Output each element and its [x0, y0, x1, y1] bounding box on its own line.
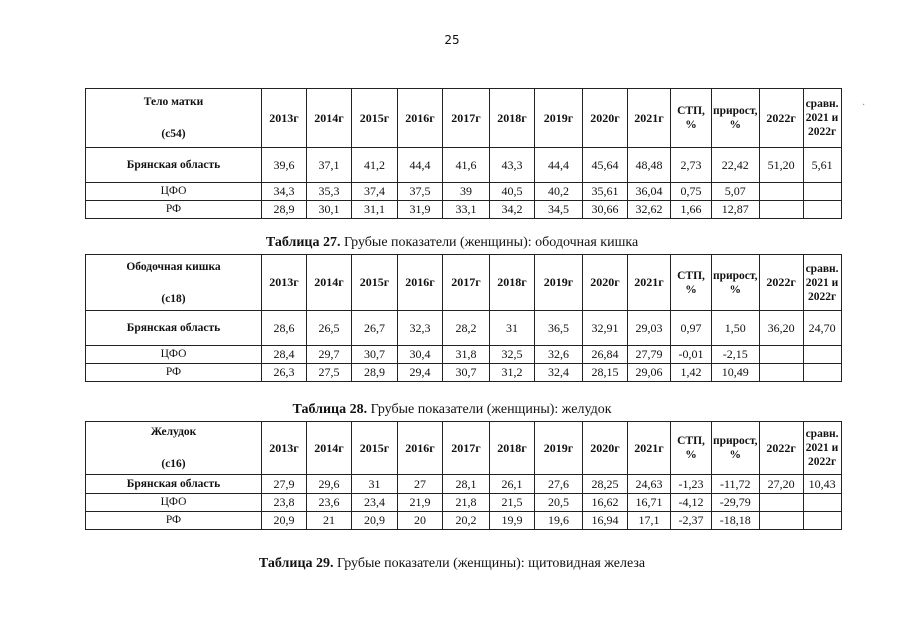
value-cell: 40,5 [490, 183, 535, 201]
value-cell: 1,50 [712, 311, 760, 346]
value-cell: 28,9 [262, 201, 307, 219]
row-label: Брянская область [86, 148, 262, 183]
value-cell: 32,3 [398, 311, 443, 346]
value-cell: 29,6 [307, 475, 352, 494]
year-header: 2015г [352, 422, 398, 475]
year-header: 2015г [352, 89, 398, 148]
prirost-header [712, 255, 760, 311]
value-cell: 29,4 [398, 364, 443, 382]
value-cell: 0,75 [671, 183, 712, 201]
value-cell: 28,25 [583, 475, 628, 494]
year-header: 2013г [262, 89, 307, 148]
comparison-header-line: 2021 и [805, 276, 839, 289]
value-cell: 30,4 [398, 346, 443, 364]
stp-header-line: СТП, [677, 435, 705, 447]
prirost-header [712, 422, 760, 475]
year-header: 2014г [307, 422, 352, 475]
table-caption-number: Таблица 27. [265, 235, 341, 250]
comparison-header-line: сравн. [805, 262, 839, 275]
row-label: ЦФО [86, 494, 262, 512]
value-cell: 28,9 [352, 364, 398, 382]
comparison-header [803, 255, 841, 311]
value-cell: 17,1 [628, 512, 671, 530]
comparison-header-line: 2022г [807, 126, 837, 138]
value-cell: -29,79 [712, 494, 760, 512]
value-cell: 20,9 [352, 512, 398, 530]
value-cell: 31 [490, 311, 535, 346]
value-cell: 31,2 [490, 364, 535, 382]
site-spacer [87, 110, 260, 126]
stp-header [671, 89, 712, 148]
table-row [86, 364, 842, 382]
value-cell: 28,1 [443, 475, 490, 494]
prirost-header-line: прирост, [713, 269, 758, 282]
table-site-header [86, 422, 262, 475]
value-cell [759, 364, 803, 382]
prirost-header [712, 89, 760, 148]
value-cell: 36,04 [628, 183, 671, 201]
value-cell: 24,63 [628, 475, 671, 494]
value-cell: 51,20 [759, 148, 803, 183]
value-cell [803, 201, 841, 219]
value-cell [803, 346, 841, 364]
year-header: 2018г [490, 89, 535, 148]
value-cell: 5,61 [803, 148, 841, 183]
table-row [86, 201, 842, 219]
value-cell: 10,49 [712, 364, 760, 382]
year-header: 2016г [398, 422, 443, 475]
value-cell: 40,2 [535, 183, 583, 201]
value-cell [803, 364, 841, 382]
year-header: 2019г [535, 255, 583, 311]
year-header: 2020г [583, 422, 628, 475]
value-cell: 32,62 [628, 201, 671, 219]
table-row [86, 475, 842, 494]
value-cell: 32,4 [535, 364, 583, 382]
value-cell: 30,7 [352, 346, 398, 364]
value-cell: 28,4 [262, 346, 307, 364]
comparison-header-line: сравн. [805, 428, 839, 440]
comparison-header-line: 2022г [807, 456, 837, 468]
year-header: 2020г [583, 89, 628, 148]
value-cell [803, 494, 841, 512]
value-cell: 30,66 [583, 201, 628, 219]
value-cell: 23,8 [262, 494, 307, 512]
value-cell: 35,61 [583, 183, 628, 201]
row-label: РФ [86, 201, 262, 219]
value-cell: -1,23 [671, 475, 712, 494]
value-cell: 27,20 [759, 475, 803, 494]
value-cell: 26,84 [583, 346, 628, 364]
data-table [85, 88, 842, 219]
table-site-header [86, 255, 262, 311]
value-cell: 28,15 [583, 364, 628, 382]
table-row [86, 346, 842, 364]
value-cell: 32,6 [535, 346, 583, 364]
row-label: ЦФО [86, 183, 262, 201]
value-cell: -4,12 [671, 494, 712, 512]
value-cell: -2,37 [671, 512, 712, 530]
value-cell: 27,5 [307, 364, 352, 382]
value-cell: 20 [398, 512, 443, 530]
value-cell: 34,5 [535, 201, 583, 219]
value-cell: 31 [352, 475, 398, 494]
prirost-header-line: прирост, [713, 435, 758, 447]
value-cell: 27,9 [262, 475, 307, 494]
year-header: 2014г [307, 255, 352, 311]
value-cell: 20,9 [262, 512, 307, 530]
value-cell: 26,5 [307, 311, 352, 346]
year-header: 2021г [628, 422, 671, 475]
value-cell: 32,5 [490, 346, 535, 364]
stp-header-line: % [685, 283, 697, 296]
stp-header-line: % [685, 119, 697, 131]
table-row [86, 512, 842, 530]
stp-header [671, 255, 712, 311]
table-row [86, 494, 842, 512]
comparison-header-line: 2021 и [805, 112, 839, 124]
value-cell: 0,97 [671, 311, 712, 346]
value-cell: 12,87 [712, 201, 760, 219]
margin-mark: · [862, 100, 866, 111]
site-spacer [87, 275, 260, 291]
year-header: 2017г [443, 255, 490, 311]
table-site-header [86, 89, 262, 148]
table-caption [0, 402, 904, 418]
table-caption-number: Таблица 28. [292, 402, 368, 417]
value-cell: 20,2 [443, 512, 490, 530]
value-cell: 21,9 [398, 494, 443, 512]
data-table [85, 421, 842, 530]
value-cell: 41,2 [352, 148, 398, 183]
value-cell: 39,6 [262, 148, 307, 183]
year-header: 2014г [307, 89, 352, 148]
comparison-header-line: 2022г [807, 290, 837, 303]
value-cell: 28,2 [443, 311, 490, 346]
value-cell: 26,3 [262, 364, 307, 382]
table-caption-text: Грубые показатели (женщины): желудок [367, 402, 612, 417]
table-row [86, 183, 842, 201]
value-cell: 41,6 [443, 148, 490, 183]
site-spacer [87, 440, 260, 456]
value-cell: 27,79 [628, 346, 671, 364]
year-header: 2016г [398, 255, 443, 311]
value-cell: -0,01 [671, 346, 712, 364]
value-cell: 44,4 [398, 148, 443, 183]
value-cell: 29,06 [628, 364, 671, 382]
year-2022-header: 2022г [759, 422, 803, 475]
value-cell: 37,5 [398, 183, 443, 201]
value-cell: 16,71 [628, 494, 671, 512]
value-cell: 36,20 [759, 311, 803, 346]
year-header: 2018г [490, 422, 535, 475]
site-name: Тело матки [143, 96, 204, 108]
value-cell: 27,6 [535, 475, 583, 494]
value-cell [803, 512, 841, 530]
site-code: (с54) [161, 128, 186, 140]
value-cell: 30,1 [307, 201, 352, 219]
value-cell: 21 [307, 512, 352, 530]
value-cell: 24,70 [803, 311, 841, 346]
year-header: 2019г [535, 89, 583, 148]
value-cell: 34,2 [490, 201, 535, 219]
value-cell: 1,42 [671, 364, 712, 382]
value-cell: 10,43 [803, 475, 841, 494]
value-cell: 36,5 [535, 311, 583, 346]
site-name: Ободочная кишка [126, 260, 221, 273]
value-cell: 31,9 [398, 201, 443, 219]
year-header: 2021г [628, 255, 671, 311]
table-row [86, 311, 842, 346]
value-cell: 22,42 [712, 148, 760, 183]
prirost-header-line: % [729, 119, 742, 131]
table-caption-text: Грубые показатели (женщины): ободочная кишка [340, 235, 639, 250]
value-cell: 29,7 [307, 346, 352, 364]
value-cell: 2,73 [671, 148, 712, 183]
year-header: 2016г [398, 89, 443, 148]
value-cell: 33,1 [443, 201, 490, 219]
value-cell: 37,4 [352, 183, 398, 201]
value-cell: 32,91 [583, 311, 628, 346]
value-cell: 27 [398, 475, 443, 494]
value-cell: 43,3 [490, 148, 535, 183]
year-header: 2017г [443, 89, 490, 148]
prirost-header-line: % [729, 449, 742, 461]
value-cell: 44,4 [535, 148, 583, 183]
site-code: (с18) [161, 292, 186, 305]
prirost-header-line: % [729, 283, 742, 296]
comparison-header [803, 89, 841, 148]
year-header: 2019г [535, 422, 583, 475]
value-cell: -11,72 [712, 475, 760, 494]
value-cell: 1,66 [671, 201, 712, 219]
value-cell: 45,64 [583, 148, 628, 183]
year-header: 2015г [352, 255, 398, 311]
year-header: 2020г [583, 255, 628, 311]
header-row [86, 89, 842, 148]
year-header: 2013г [262, 255, 307, 311]
value-cell: 48,48 [628, 148, 671, 183]
page-number: 25 [444, 33, 460, 47]
year-header: 2021г [628, 89, 671, 148]
value-cell [803, 183, 841, 201]
table-29-caption: Таблица 29. Грубые показатели (женщины): щитовидная железа [258, 556, 646, 571]
table-row [86, 148, 842, 183]
comparison-header-line: сравн. [805, 98, 839, 110]
comparison-header [803, 422, 841, 475]
year-header: 2017г [443, 422, 490, 475]
value-cell: 29,03 [628, 311, 671, 346]
value-cell: 35,3 [307, 183, 352, 201]
stp-header [671, 422, 712, 475]
site-code: (с16) [161, 458, 186, 470]
value-cell [759, 494, 803, 512]
data-table [85, 254, 842, 382]
stp-header-line: % [685, 449, 697, 461]
value-cell: 34,3 [262, 183, 307, 201]
value-cell: 16,62 [583, 494, 628, 512]
value-cell: 5,07 [712, 183, 760, 201]
stp-header-line: СТП, [677, 269, 705, 282]
row-label: Брянская область [86, 311, 262, 346]
year-2022-header: 2022г [759, 89, 803, 148]
year-header: 2018г [490, 255, 535, 311]
value-cell: 28,6 [262, 311, 307, 346]
header-row [86, 255, 842, 311]
value-cell: 26,1 [490, 475, 535, 494]
row-label: Брянская область [86, 475, 262, 494]
value-cell: 21,5 [490, 494, 535, 512]
year-2022-header: 2022г [759, 255, 803, 311]
value-cell: -18,18 [712, 512, 760, 530]
value-cell: 39 [443, 183, 490, 201]
stp-header-line: СТП, [677, 105, 705, 117]
site-name: Желудок [150, 426, 197, 438]
prirost-header-line: прирост, [713, 105, 758, 117]
value-cell: -2,15 [712, 346, 760, 364]
value-cell [759, 201, 803, 219]
value-cell: 37,1 [307, 148, 352, 183]
value-cell: 31,1 [352, 201, 398, 219]
value-cell: 16,94 [583, 512, 628, 530]
value-cell: 21,8 [443, 494, 490, 512]
row-label: РФ [86, 364, 262, 382]
header-row [86, 422, 842, 475]
value-cell [759, 512, 803, 530]
row-label: РФ [86, 512, 262, 530]
value-cell: 31,8 [443, 346, 490, 364]
value-cell: 23,4 [352, 494, 398, 512]
row-label: ЦФО [86, 346, 262, 364]
value-cell: 20,5 [535, 494, 583, 512]
table-caption [0, 235, 904, 251]
value-cell: 26,7 [352, 311, 398, 346]
value-cell: 23,6 [307, 494, 352, 512]
value-cell [759, 346, 803, 364]
value-cell: 19,9 [490, 512, 535, 530]
value-cell: 19,6 [535, 512, 583, 530]
value-cell: 30,7 [443, 364, 490, 382]
comparison-header-line: 2021 и [805, 442, 839, 454]
year-header: 2013г [262, 422, 307, 475]
value-cell [759, 183, 803, 201]
